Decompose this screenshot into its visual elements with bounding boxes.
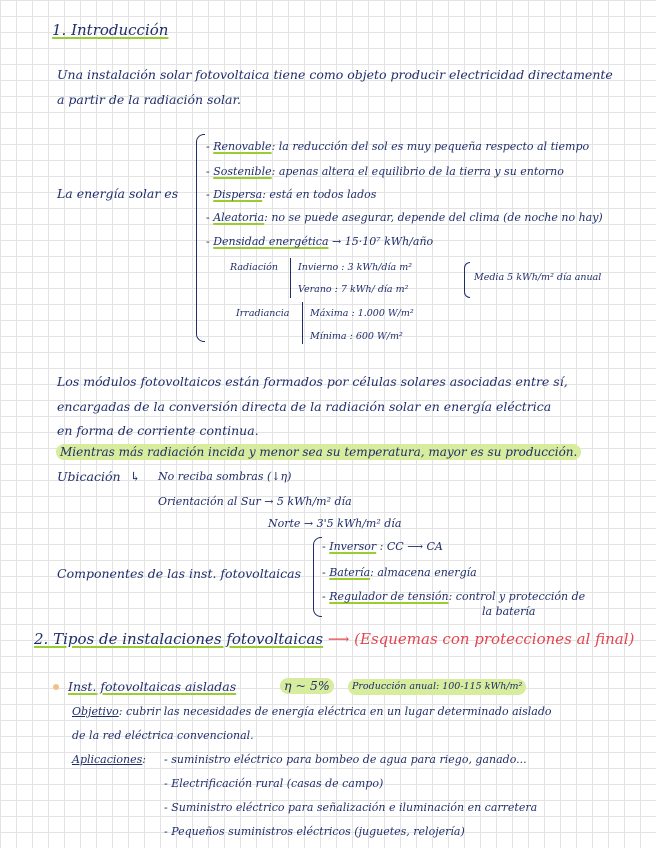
- irradiancia-label: Irradiancia: [236, 308, 290, 319]
- prop-dispersa: - Dispersa: está en todos lados: [206, 188, 377, 201]
- aplicacion-4: - Pequeños suministros eléctricos (juguetes, relojería): [164, 825, 465, 838]
- prop-sostenible: - Sostenible: apenas altera el equilibrio de la tierra y su entorno: [206, 165, 564, 178]
- componente-regulador-cont: la batería: [482, 605, 536, 618]
- componente-bateria: - Batería: almacena energía: [322, 566, 477, 579]
- prop-renovable: - Renovable: la reducción del sol es muy pequeña respecto al tiempo: [206, 140, 590, 153]
- objetivo-line-1: Objetivo: cubrir las necesidades de energía eléctrica en un lugar determinado aislado: [72, 705, 552, 718]
- radiacion-invierno: Invierno : 3 kWh/día m²: [298, 262, 413, 273]
- media-brace: [464, 262, 470, 298]
- ubicacion-item-1: No reciba sombras (↓η): [158, 470, 292, 483]
- section-2-title: 2. Tipos de instalaciones fotovoltaicas: [34, 630, 324, 648]
- radiacion-verano: Verano : 7 kWh/ día m²: [298, 284, 409, 295]
- aplicaciones-label: Aplicaciones:: [72, 753, 146, 766]
- modules-line-1: Los módulos fotovoltaicos están formados por células solares asociadas entre sí,: [57, 374, 568, 389]
- ubicacion-item-3: Norte → 3'5 kWh/m² día: [268, 517, 402, 530]
- componentes-brace: [313, 537, 322, 617]
- section-1-title: 1. Introducción: [52, 21, 169, 39]
- aplicacion-2: - Electrificación rural (casas de campo): [164, 777, 384, 790]
- properties-brace: [196, 134, 205, 342]
- ubicacion-arrow-icon: ↳: [130, 469, 141, 484]
- irradiancia-bar: [302, 302, 303, 344]
- radiacion-media: Media 5 kWh/m² día anual: [474, 272, 602, 283]
- componente-regulador: - Regulador de tensión: control y protección de: [322, 590, 586, 603]
- aplicacion-1: - suministro eléctrico para bombeo de agua para riego, ganado...: [164, 753, 527, 766]
- ubicacion-item-2: Orientación al Sur → 5 kWh/m² día: [158, 495, 352, 508]
- eta-badge: η ~ 5%: [280, 678, 334, 694]
- irradiancia-maxima: Máxima : 1.000 W/m²: [310, 308, 414, 319]
- section-2-note: (Esquemas con protecciones al final): [354, 630, 635, 648]
- energy-label: La energía solar es: [57, 186, 179, 201]
- highlight-production: Mientras más radiación incida y menor sea su temperatura, mayor es su producción.: [56, 444, 581, 460]
- prop-densidad: - Densidad energética → 15·10⁷ kWh/año: [206, 235, 434, 248]
- radiacion-label: Radiación: [230, 262, 279, 273]
- section-2-heading: 2. Tipos de instalaciones fotovoltaicas ⟶ (Esquemas con protecciones al final): [34, 630, 635, 648]
- aplicacion-3: - Suministro eléctrico para señalización e iluminación en carretera: [164, 801, 538, 814]
- produccion-badge: Producción anual: 100-115 kWh/m²: [348, 679, 526, 695]
- modules-line-3: en forma de corriente continua.: [57, 423, 259, 438]
- ubicacion-label: Ubicación: [57, 469, 121, 484]
- componente-inversor: - Inversor : CC ⟶ CA: [322, 540, 443, 553]
- irradiancia-minima: Mínima : 600 W/m²: [310, 331, 403, 342]
- bullet-icon: [53, 684, 59, 690]
- objetivo-line-2: de la red eléctrica convencional.: [72, 729, 254, 742]
- intro-line-1: Una instalación solar fotovoltaica tiene como objeto producir electricidad directamente: [57, 67, 613, 82]
- inst-aisladas-title: Inst. fotovoltaicas aisladas: [68, 679, 237, 694]
- prop-aleatoria: - Aleatoria: no se puede asegurar, depende del clima (de noche no hay): [206, 211, 603, 224]
- radiacion-bar: [290, 258, 291, 298]
- modules-line-2: encargadas de la conversión directa de la radiación solar en energía eléctrica: [57, 399, 552, 414]
- componentes-label: Componentes de las inst. fotovoltaicas: [57, 566, 302, 581]
- intro-line-2: a partir de la radiación solar.: [57, 92, 242, 107]
